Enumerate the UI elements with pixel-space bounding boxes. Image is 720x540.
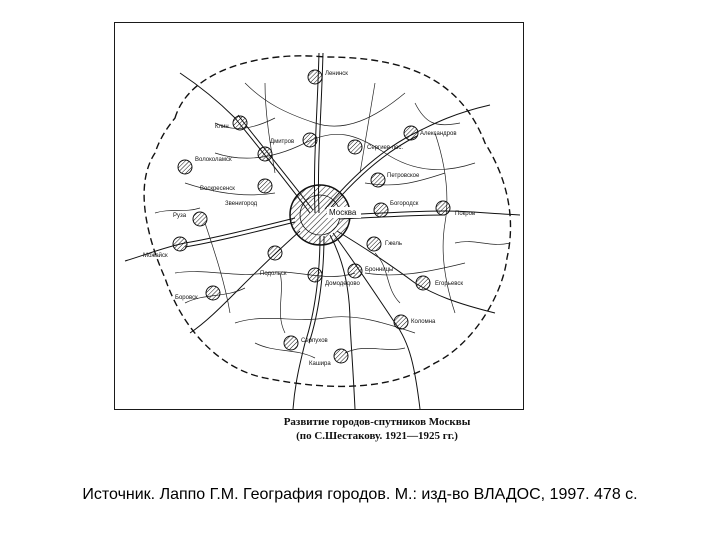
city-marker-dmitrov [270, 133, 317, 147]
map-caption-title: Развитие городов-спутников Москвы [283, 416, 471, 428]
city-label-egorevsk: Егорьевск [435, 281, 463, 287]
city-marker-gzhel [367, 237, 402, 251]
city-label-leninsk: Ленинск [325, 71, 348, 77]
city-label-petrovskoe: Петровское [387, 173, 420, 179]
city-label-dmitrov: Дмитров [270, 139, 295, 145]
city-label-kolomna: Коломна [411, 319, 436, 325]
city-marker-borovsk [175, 286, 220, 301]
city-marker-volokolamsk [178, 157, 232, 174]
city-label-gzhel: Гжель [385, 241, 403, 247]
city-marker-kolomna [394, 315, 436, 329]
moscow-label: Москва [329, 208, 357, 217]
city-label-podolsk: Подольск [260, 271, 287, 277]
city-label-pokrov: Покров [455, 211, 476, 217]
city-marker-bogorodsk [374, 201, 419, 217]
city-label-klin: Клин [215, 124, 229, 130]
city-label-zvenigorod: Звенигород [225, 201, 258, 207]
city-label-ruza: Руза [173, 213, 187, 219]
city-marker-zvenigorod [225, 179, 272, 207]
satellite-cities-map [115, 23, 523, 409]
city-marker-ruza [173, 212, 207, 226]
city-marker-leninsk [308, 70, 348, 84]
city-label-kashira: Кашира [309, 361, 331, 367]
city-label-sergiev: Сергиев пос. [367, 145, 403, 151]
moscow-center [290, 185, 361, 245]
city-label-voskresensk: Воскресенск [200, 186, 235, 192]
city-label-volokolamsk: Волоколамск [195, 157, 232, 163]
map-frame [114, 22, 524, 410]
city-marker-aleksandrov [404, 126, 457, 140]
city-marker-sergiev [348, 140, 403, 154]
city-marker-podolsk [260, 246, 287, 277]
city-label-domodedovo: Домодедово [325, 281, 360, 287]
city-label-bogorodsk: Богородск [390, 201, 419, 207]
city-label-mozhaysk: Можайск [143, 253, 168, 259]
city-marker-egorevsk [416, 276, 463, 290]
city-label-borovsk: Боровск [175, 295, 198, 301]
city-marker-pokrov [436, 201, 475, 217]
map-caption-subtitle: (по С.Шестакову. 1921—1925 гг.) [296, 430, 458, 442]
city-label-serpukhov: Серпухов [301, 338, 328, 344]
city-label-bronnitsy: Бронницы [365, 267, 394, 273]
city-marker-serpukhov [284, 336, 328, 350]
city-label-aleksandrov: Александров [420, 131, 457, 137]
source-citation: Источник. Лаппо Г.М. География городов. М.: изд-во ВЛАДОС, 1997. 478 с. [82, 486, 638, 503]
